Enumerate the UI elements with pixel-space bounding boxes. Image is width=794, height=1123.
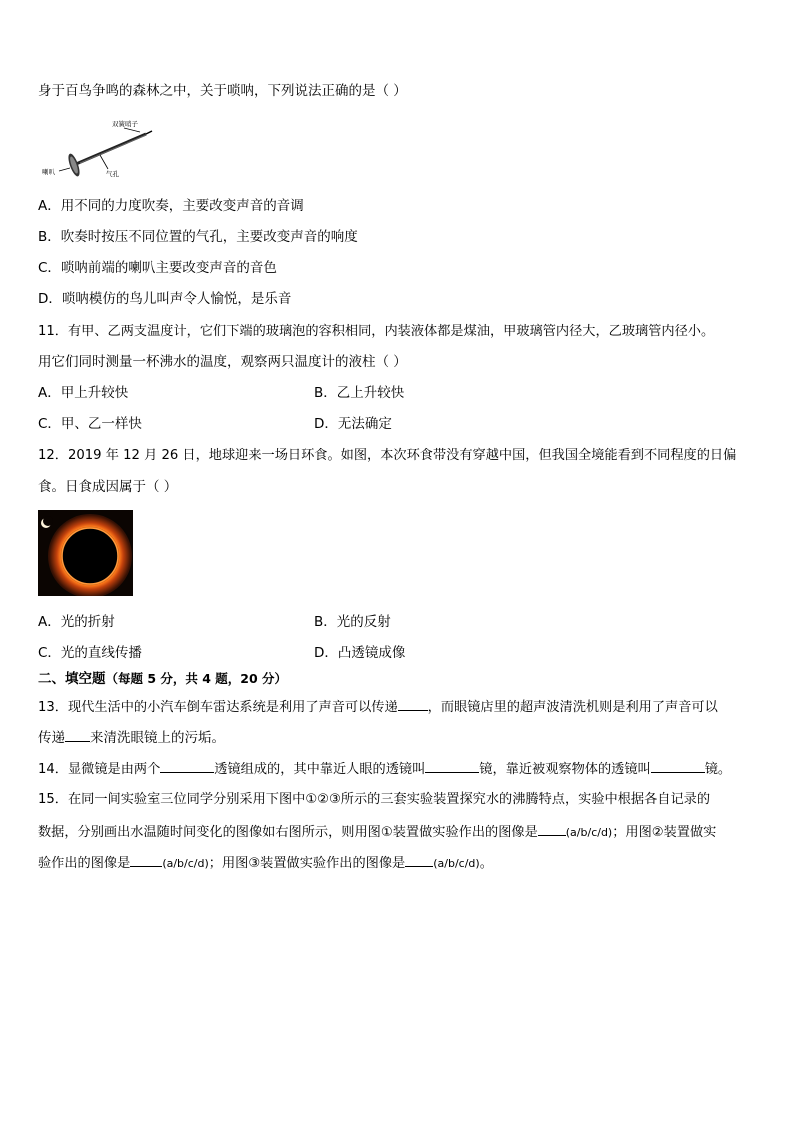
q15-choices-1: (a/b/c/d) bbox=[565, 826, 613, 839]
q10-option-a: A．用不同的力度吹奏，主要改变声音的音调 bbox=[38, 198, 304, 214]
q10-option-b: B．吹奏时按压不同位置的气孔，主要改变声音的响度 bbox=[38, 229, 358, 245]
q12-option-a: A．光的折射 bbox=[38, 614, 115, 630]
q12-stem-line2: 食。日食成因属于（ ） bbox=[38, 479, 178, 495]
q14-text-3: 镜，靠近被观察物体的透镜叫 bbox=[479, 762, 651, 777]
section-heading bbox=[38, 669, 287, 689]
section-heading-title: 二、填空题 bbox=[38, 671, 106, 687]
q15-text-1: 数据，分别画出水温随时间变化的图像如右图所示，则用图①装置做实验作出的图像是 bbox=[38, 825, 538, 840]
suona-label-reed: 双簧哨子 bbox=[112, 120, 138, 128]
q14-blank-1[interactable] bbox=[160, 758, 214, 773]
q13-line2 bbox=[38, 727, 225, 748]
q15-text-4: ；用图③装置做实验作出的图像是 bbox=[208, 856, 406, 871]
q15-choices-3: (a/b/c/d) bbox=[433, 857, 480, 870]
q12-option-d: D．凸透镜成像 bbox=[314, 645, 406, 661]
q11-option-c: C．甲、乙一样快 bbox=[38, 416, 142, 432]
suona-label-hole: 气孔 bbox=[106, 170, 119, 178]
q14-blank-3[interactable] bbox=[651, 758, 705, 773]
q15-blank-3[interactable] bbox=[405, 852, 433, 867]
q12-option-b: B．光的反射 bbox=[314, 614, 391, 630]
q12-stem-line1: 12．2019 年 12 月 26 日，地球迎来一场日环食。如图，本次环食带没有穿越中国，但我国全境能看到不同程度的日偏 bbox=[38, 448, 737, 463]
q14-line bbox=[38, 758, 731, 780]
q15-line3 bbox=[38, 852, 493, 874]
q12-option-c: C．光的直线传播 bbox=[38, 645, 142, 661]
q14-blank-2[interactable] bbox=[425, 758, 479, 773]
q11-option-a: A．甲上升较快 bbox=[38, 385, 129, 401]
q11-stem-line1: 11．有甲、乙两支温度计，它们下端的玻璃泡的容积相同，内装液体都是煤油，甲玻璃管内径大，乙玻璃管内径小。 bbox=[38, 324, 715, 339]
suona-figure bbox=[38, 114, 156, 184]
q13-text-2: ，而眼镜店里的超声波清洗机则是利用了声音可以 bbox=[427, 700, 718, 715]
q15-line2 bbox=[38, 821, 716, 843]
q15-text-2: ；用图②装置做实 bbox=[612, 825, 717, 840]
q11-option-d: D．无法确定 bbox=[314, 416, 392, 432]
q11-option-b: B．乙上升较快 bbox=[314, 385, 405, 401]
q13-blank-2[interactable] bbox=[65, 727, 90, 742]
q13-text-4: 来清洗眼镜上的污垢。 bbox=[90, 730, 225, 746]
q15-text-5: 。 bbox=[479, 856, 493, 871]
q13-line1 bbox=[38, 696, 718, 718]
q15-blank-1[interactable] bbox=[538, 821, 566, 836]
q14-text-4: 镜。 bbox=[704, 762, 732, 777]
q13-text-3: 传递 bbox=[38, 730, 65, 746]
q10-option-d: D．唢呐模仿的鸟儿叫声令人愉悦，是乐音 bbox=[38, 291, 292, 307]
q15-blank-2[interactable] bbox=[130, 852, 162, 867]
q14-text-2: 透镜组成的，其中靠近人眼的透镜叫 bbox=[214, 762, 426, 777]
q14-text-1: 14．显微镜是由两个 bbox=[38, 762, 161, 777]
q13-blank-1[interactable] bbox=[398, 696, 428, 711]
q10-option-c: C．唢呐前端的喇叭主要改变声音的音色 bbox=[38, 260, 277, 276]
q10-stem: 身于百鸟争鸣的森林之中，关于唢呐，下列说法正确的是（ ） bbox=[38, 83, 407, 99]
q15-text-3: 验作出的图像是 bbox=[38, 856, 131, 871]
annular-eclipse-photo bbox=[38, 510, 133, 596]
q15-line1: 15．在同一间实验室三位同学分别采用下图中①②③所示的三套实验装置探究水的沸腾特点，实验中根据各自记录的 bbox=[38, 792, 711, 807]
q15-choices-2: (a/b/c/d) bbox=[162, 857, 209, 870]
q11-stem-line2: 用它们同时测量一杯沸水的温度，观察两只温度计的液柱（ ） bbox=[38, 354, 407, 370]
section-heading-note: （每题 5 分，共 4 题，20 分） bbox=[105, 671, 288, 686]
q13-text-1: 13．现代生活中的小汽车倒车雷达系统是利用了声音可以传递 bbox=[38, 700, 398, 715]
suona-label-bell: 喇叭 bbox=[42, 168, 55, 176]
